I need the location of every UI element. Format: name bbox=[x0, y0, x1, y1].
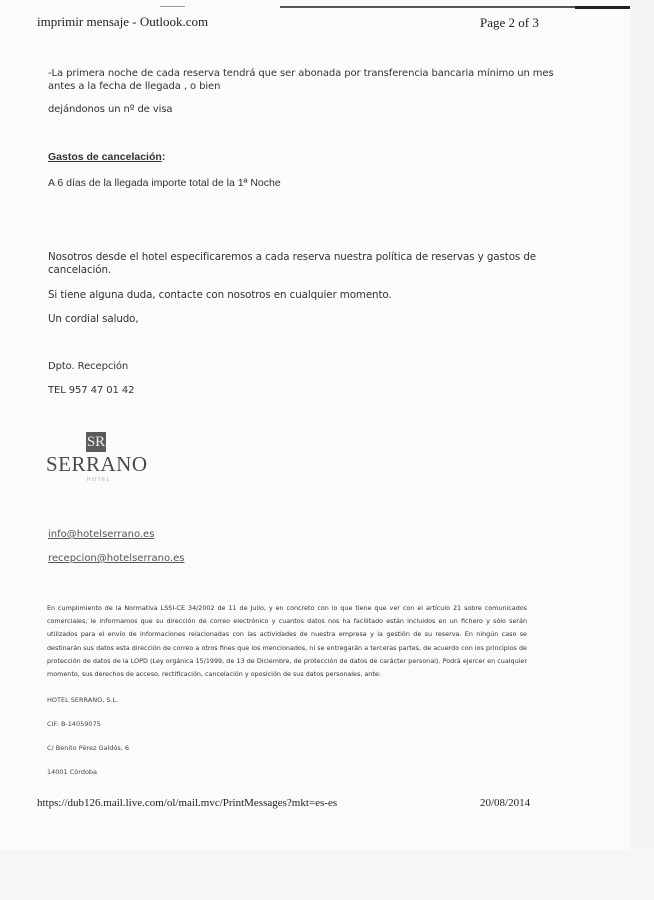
greeting: Un cordial saludo, bbox=[48, 313, 139, 325]
company-cif: CIF: B-14059075 bbox=[47, 720, 101, 728]
company-city: 14001 Córdoba bbox=[47, 768, 98, 776]
payment-policy-line-2: antes a la fecha de llegada , o bien bbox=[48, 81, 221, 92]
email-link-recepcion[interactable]: recepcion@hotelserrano.es bbox=[48, 553, 185, 564]
page-edge-shade bbox=[630, 0, 654, 900]
contact-line: Si tiene alguna duda, contacte con nosotros en cualquier momento. bbox=[48, 289, 392, 301]
cancellation-heading bbox=[48, 151, 165, 163]
cancellation-fee-text: A 6 días de la llegada importe total de la 1ª Noche bbox=[48, 177, 281, 189]
print-header-title: imprimir mensaje - Outlook.com bbox=[37, 14, 209, 29]
policy-line-1: Nosotros desde el hotel especificaremos a cada reserva nuestra política de reservas y gastos de bbox=[48, 251, 537, 263]
department: Dpto. Recepción bbox=[48, 361, 129, 372]
company-name: HOTEL SERRANO, S.L. bbox=[47, 696, 119, 704]
email-link-info[interactable]: info@hotelserrano.es bbox=[48, 529, 155, 540]
page-number: Page 2 of 3 bbox=[480, 15, 539, 30]
page-bottom-shade bbox=[0, 850, 654, 900]
visa-option: dejándonos un nº de visa bbox=[48, 104, 173, 115]
legal-notice: En cumplimiento de la Normativa LSSI-CE 34/2002 de 11 de Julio, y en concreto con lo que tiene que ver con el artículo 21 sobre comunicados comerciales, le informamos que su dirección de correo electrónico y cuantos datos nos ha facilitado están incluidos en un fichero y sólo serán utilizados para el envío de informaciones relacionadas con las actividades de nuestra empresa y la gestión de su reserva. En ningún caso se destinarán sus datos esta dirección de correo a otros fines que los mencionados, ni se entregarán a terceras partes, de acuerdo con los principios de protección de datos de la LOPD (Ley orgánica 15/1999, de 13 de Diciembre, de protección de datos de carácter personal). Podrá ejercer en cualquier momento, sus derechos de acceso, rectificación, cancelación y oposición de sus datos personales, ante: bbox=[47, 604, 527, 679]
footer-url: https://dub126.mail.live.com/ol/mail.mvc/PrintMessages?mkt=es-es bbox=[37, 797, 338, 809]
top-rule bbox=[160, 6, 185, 7]
footer-date: 20/08/2014 bbox=[480, 797, 531, 809]
payment-policy-line-1: -La primera noche de cada reserva tendrá que ser abonada por transferencia bancaria mínimo un mes bbox=[48, 68, 554, 79]
company-street: C/ Benito Pérez Galdós, 6 bbox=[47, 744, 130, 752]
telephone: TEL 957 47 01 42 bbox=[48, 385, 135, 396]
policy-line-2: cancelación. bbox=[48, 264, 112, 276]
logo-monogram: SR bbox=[86, 434, 106, 450]
cancellation-heading-colon: : bbox=[161, 151, 166, 163]
top-rule bbox=[575, 6, 630, 9]
cancellation-heading-text: Gastos de cancelación bbox=[48, 151, 162, 163]
logo-name: SERRANO bbox=[46, 452, 148, 476]
logo-subtitle: HOTEL bbox=[87, 477, 112, 483]
